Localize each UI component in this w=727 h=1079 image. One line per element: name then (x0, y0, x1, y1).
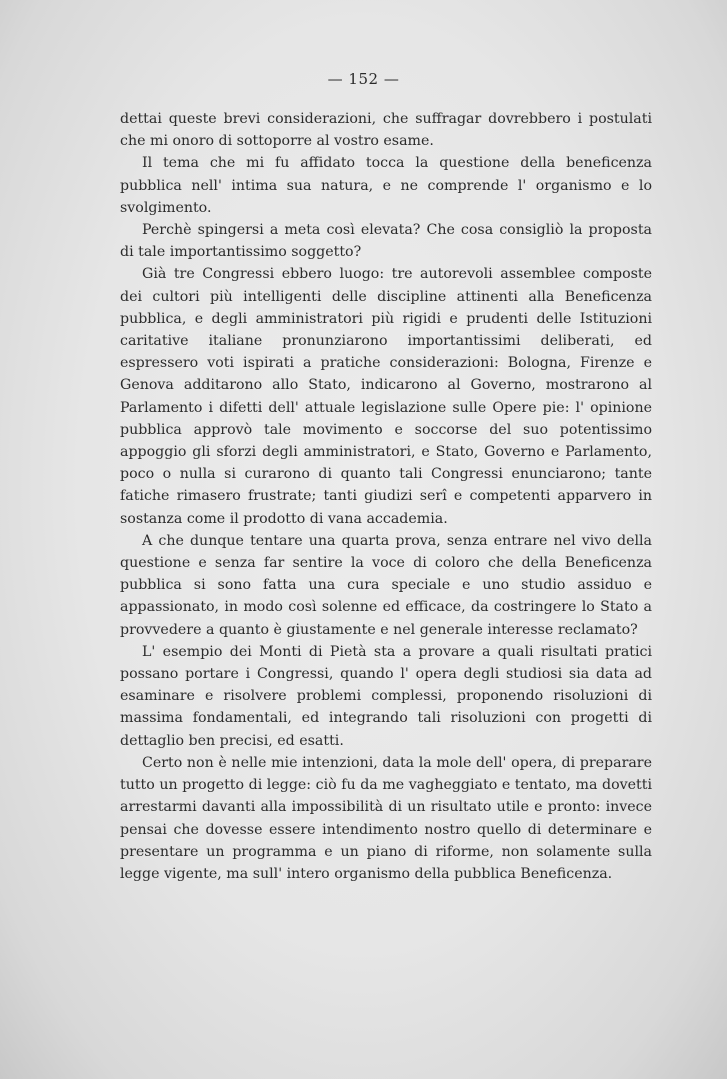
paragraph-1: dettai queste brevi considerazioni, che suffragar dovrebbero i postulati che mi onoro di sottoporre al vostro esame. (120, 111, 652, 150)
body-text (120, 108, 652, 885)
paragraph-3: Perchè spingersi a meta così elevata? Che cosa consigliò la proposta di tale importantissimo soggetto? (120, 222, 652, 261)
paragraph-6: L' esempio dei Monti di Pietà sta a provare a quali risultati pratici possano portare i Congressi, quando l' opera degli studiosi sia data ad esaminare e risolvere problemi complessi, proponendo risoluzioni di massima fondamentali, ed integrando tali risoluzioni con progetti di dettaglio ben precisi, ed esatti. (120, 643, 652, 749)
paragraph-4: Già tre Congressi ebbero luogo: tre autorevoli assemblee composte dei cultori più intelligenti delle discipline attinenti alla Beneficenza pubblica, e degli amministratori più rigidi e prudenti delle Istituzioni caritative italiane pronunziarono importantissimi deliberati, ed espressero voti ispirati a pratiche considerazioni: Bologna, Firenze e Genova additarono allo Stato, indicarono al Governo, mostrarono al Parlamento i difetti dell' attuale legislazione sulle Opere pie: l' opinione pubblica approvò tale movimento e soccorse del suo potentissimo appoggio gli sforzi degli amministratori, e Stato, Governo e Parlamento, poco o nulla si curarono di quanto tali Congressi enunciarono; tante fatiche rimasero frustrate; tanti giudizi serî e competenti apparvero in sostanza come il prodotto di vana accademia. (120, 266, 652, 527)
paragraph-5: A che dunque tentare una quarta prova, senza entrare nel vivo della questione e senza far sentire la voce di coloro che della Beneficenza pubblica si sono fatta una cura speciale e uno studio assiduo e appassionato, in modo così solenne ed efficace, da costringere lo Stato a provvedere a quanto è giustamente e nel generale interesse reclamato? (120, 532, 652, 638)
page-number: — 152 — (327, 70, 400, 88)
paragraph-7: Certo non è nelle mie intenzioni, data la mole dell' opera, di preparare tutto un progetto di legge: ciò fu da me vagheggiato e tentato, ma dovetti arrestarmi davanti alla impossibilità di un risultato utile e pronto: invece pensai che dovesse essere intendimento nostro quello di determinare e presentare un programma e un piano di riforme, non solamente sulla legge vigente, ma sull' intero organismo della pubblica Beneficenza. (120, 754, 652, 882)
paragraph-2: Il tema che mi fu affidato tocca la questione della beneficenza pubblica nell' intima sua natura, e ne comprende l' organismo e lo svolgimento. (120, 155, 652, 216)
